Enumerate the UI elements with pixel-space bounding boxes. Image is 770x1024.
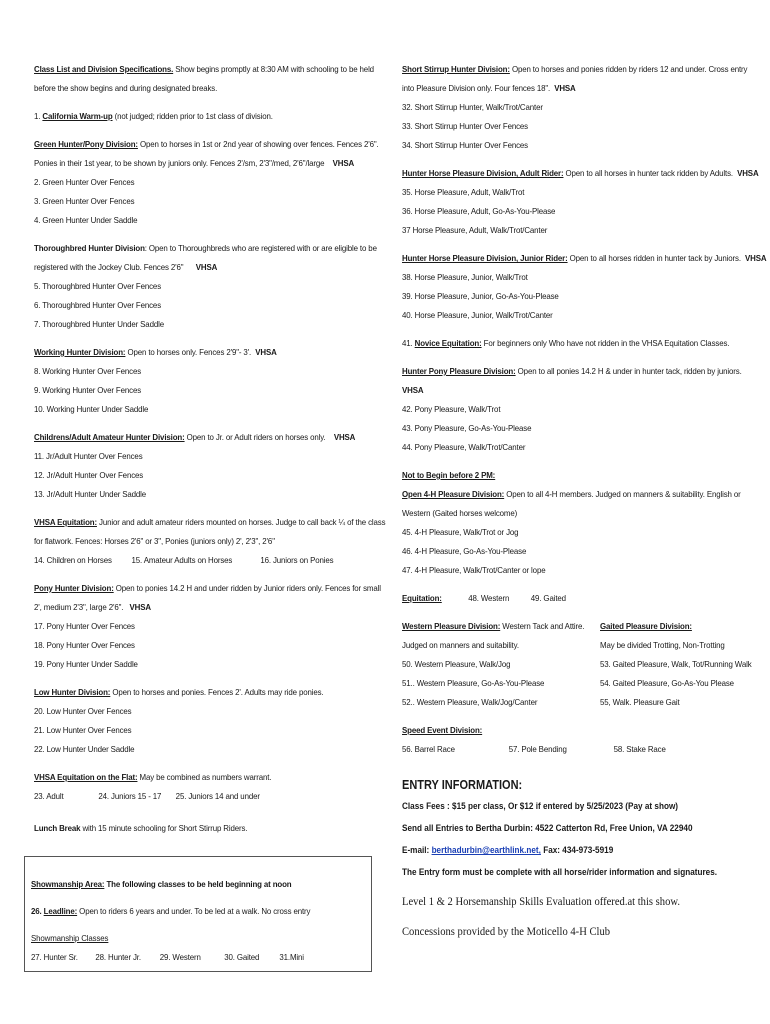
vhsa-badge: VHSA [195,262,218,272]
class-49: 49. Gaited [530,593,566,603]
green-line-1 [34,135,379,154]
flat-title: VHSA Equitation on the Flat: [34,772,138,782]
class-item: 46. 4-H Pleasure, Go-As-You-Please [402,546,527,556]
pony-text-2: 2', medium 2'3", large 2'6". [34,602,124,612]
class-16: 16. Juniors on Ponies [260,555,334,565]
green-text-2: Ponies in their 1st year, to be shown by juniors only. Fences 2'/sm, 2'3"/med, 2'6"/large [34,158,325,168]
class-item: 21. Low Hunter Over Fences [34,725,132,735]
wp-lines [402,636,600,712]
class-item: 47. 4-H Pleasure, Walk/Trot/Canter or lope [402,565,546,575]
showmanship-class: 27. Hunter Sr. [31,952,78,962]
california-line: 1. California Warm-up (not judged; ridden prior to 1st class of division. [34,111,273,121]
pony-text-1: Open to ponies 14.2 H and under ridden by Junior riders only. Fences for small [115,583,381,593]
working-title: Working Hunter Division: [34,347,126,357]
entry-form-note: The Entry form must be complete with all horse/rider information and signatures. [402,867,718,877]
class-item: 32. Short Stirrup Hunter, Walk/Trot/Canter [402,102,543,112]
showmanship-classes [31,948,338,967]
ss-text-2: into Pleasure Division only. Four fences 18". [402,83,551,93]
flat-line [34,768,347,787]
green-line-2 [34,154,355,173]
class-item: 10. Working Hunter Under Saddle [34,404,149,414]
pony-classes [34,617,374,674]
email-label: E-mail: [402,845,430,855]
showmanship-class: 30. Gaited [224,952,260,962]
class-item: 33. Short Stirrup Hunter Over Fences [402,121,528,131]
entry-contact [402,839,706,861]
hpa-title: Hunter Horse Pleasure Division, Adult Rider: [402,168,564,178]
pony-line-1 [34,579,381,598]
low-classes [34,702,374,759]
novice-num: 41. [402,338,413,348]
leadline-num: 26. [31,906,42,916]
tb-title: Thoroughbred Hunter Division [34,243,145,253]
class-item: 22. Low Hunter Under Saddle [34,744,135,754]
tb-line-2 [34,258,347,277]
child-title: Childrens/Adult Amateur Hunter Division: [34,432,185,442]
class-item: 38. Horse Pleasure, Junior, Walk/Trot [402,272,528,282]
o4h-classes [402,523,747,580]
class-item: 3. Green Hunter Over Fences [34,196,135,206]
hpj-text: Open to all horses ridden in hunter tack by Juniors. [569,253,741,263]
hpa-classes [402,183,747,240]
class-48: 48. Western [468,593,510,603]
green-text-1: Open to horses in 1st or 2nd year of showing over fences. Fences 2'6". [139,139,379,149]
ss-classes [402,98,747,155]
class-item: 43. Pony Pleasure, Go-As-You-Please [402,423,532,433]
vhsa-badge: VHSA [332,158,355,168]
vhsa-badge: VHSA [745,253,767,263]
hpa-text: Open to all horses in hunter tack ridden by Adults. [565,168,733,178]
o4h-line-1 [402,485,741,504]
class-item: May be divided Trotting, Non-Trotting [600,640,725,650]
class-item: 42. Pony Pleasure, Walk/Trot [402,404,501,414]
gaited-pleasure [600,617,765,712]
o4h-title: Open 4-H Pleasure Division: [402,489,505,499]
class-item: 20. Low Hunter Over Fences [34,706,132,716]
intro-text-1: Show begins promptly at 8:30 AM with schooling to be held [175,64,374,74]
class-item: 44. Pony Pleasure, Walk/Trot/Canter [402,442,526,452]
entry-fees: Class Fees : $15 per class, Or $12 if entered by 5/25/2023 (Pay at show) [402,801,679,811]
speed-title: Speed Event Division: [402,725,483,735]
vhsa-eq-line-2: for flatwork. Fences: Horses 2'6" or 3", Ponies (juniors only) 2', 2'3", 2'6" [34,536,275,546]
classes-title: Showmanship Classes [31,933,109,943]
class-item: 52.. Western Pleasure, Walk/Jog/Canter [402,697,538,707]
tb-text-1: : Open to Thoroughbreds who are registered with or are eligible to be [144,243,377,253]
leadline-title: Leadline: [43,906,78,916]
working-line [34,343,347,362]
class-item: 12. Jr/Adult Hunter Over Fences [34,470,144,480]
class-25: 25. Juniors 14 and under [175,791,260,801]
ss-text-1: Open to horses and ponies ridden by riders 12 and under. Cross entry [511,64,748,74]
class-14: 14. Children on Horses [34,555,112,565]
vhsa-badge: VHSA [255,347,277,357]
class-item: 7. Thoroughbred Hunter Under Saddle [34,319,164,329]
vhsa-badge: VHSA [737,168,759,178]
green-classes [34,173,374,230]
class-item: 13. Jr/Adult Hunter Under Saddle [34,489,147,499]
equitation-line [402,589,719,608]
pony-line-2 [34,598,347,617]
gp-title: Gaited Pleasure Division: [600,621,693,631]
class-item: 39. Horse Pleasure, Junior, Go-As-You-Please [402,291,559,301]
class-item: 18. Pony Hunter Over Fences [34,640,135,650]
tb-classes [34,277,374,334]
class-item: 36. Horse Pleasure, Adult, Go-As-You-Please [402,206,556,216]
vhsa-eq-line-1 [34,513,386,532]
working-text: Open to horses only. Fences 2'9"- 3'. [127,347,252,357]
novice-text: For beginners only Who have not ridden in the VHSA Equitation Classes. [483,338,730,348]
pony-title: Pony Hunter Division: [34,583,114,593]
novice-title: Novice Equitation: [414,338,482,348]
left-column [34,60,386,838]
california-text: (not judged; ridden prior to 1st class of division. [114,111,273,121]
class-item: 40. Horse Pleasure, Junior, Walk/Trot/Canter [402,310,553,320]
child-text: Open to Jr. or Adult riders on horses only. [186,432,326,442]
showmanship-class: 31.Mini [279,952,304,962]
class-58: 58. Stake Race [613,744,666,754]
vhsa-badge: VHSA [402,385,424,395]
class-item: 11. Jr/Adult Hunter Over Fences [34,451,143,461]
class-item: 2. Green Hunter Over Fences [34,177,135,187]
tb-text-2: registered with the Jockey Club. Fences 2'6" [34,262,184,272]
fax-number: Fax: 434-973-5919 [543,845,614,855]
lunch-text: with 15 minute schooling for Short Stirrup Riders. [82,823,248,833]
lunch-title: Lunch Break [34,823,81,833]
entry-send: Send all Entries to Bertha Durbin: 4522 Catterton Rd, Free Union, VA 22940 [402,823,693,833]
low-text: Open to horses and ponies. Fences 2'. Adults may ride ponies. [112,687,324,697]
class-item: 6. Thoroughbred Hunter Over Fences [34,300,162,310]
working-classes [34,362,374,419]
equitation-title: Equitation: [402,593,442,603]
class-item: 51.. Western Pleasure, Go-As-You-Please [402,678,545,688]
level-note: Level 1 & 2 Horsemanship Skills Evaluation offered.at this show. [402,896,680,908]
hpj-line [402,249,767,268]
hpj-title: Hunter Horse Pleasure Division, Junior Rider: [402,253,568,263]
leadline-line [31,902,338,921]
speed-heading [402,721,719,740]
class-item: 4. Green Hunter Under Saddle [34,215,138,225]
western-pleasure [402,617,600,712]
hpp-line [402,362,742,381]
o4h-line-2: Western (Gaited horses welcome) [402,508,518,518]
class-23: 23. Adult [34,791,64,801]
class-item: 53. Gaited Pleasure, Walk, Tot/Running Walk [600,659,752,669]
showmanship-box [24,856,372,972]
showmanship-text: The following classes to be held beginning at noon [106,879,292,889]
ss-line-2 [402,79,719,98]
lunch-line [34,819,347,838]
class-item: 17. Pony Hunter Over Fences [34,621,135,631]
intro-line-1 [34,60,374,79]
western-gaited-block [402,617,752,712]
class-item: 5. Thoroughbred Hunter Over Fences [34,281,162,291]
vhsa-eq-classes [34,551,347,570]
green-title: Green Hunter/Pony Division: [34,139,138,149]
class-item: Judged on manners and suitability. [402,640,519,650]
class-item: 54. Gaited Pleasure, Go-As-You Please [600,678,735,688]
low-title: Low Hunter Division: [34,687,111,697]
email-link[interactable]: berthadurbin@earthlink.net, [431,845,541,855]
child-line [34,428,356,447]
speed-classes [402,740,719,759]
showmanship-title: Showmanship Area: [31,879,105,889]
wp-title: Western Pleasure Division: [402,621,501,631]
california-title: California Warm-up [42,111,113,121]
showmanship-class: 29. Western [159,952,201,962]
flat-classes [34,787,347,806]
class-24: 24. Juniors 15 - 17 [98,791,162,801]
class-item: 19. Pony Hunter Under Saddle [34,659,138,669]
hpp-classes [402,400,747,457]
tb-line-1 [34,239,377,258]
intro-line-2: before the show begins and during designated breaks. [34,83,218,93]
concessions-note: Concessions provided by the Moticello 4-H Club [402,926,611,938]
showmanship-classes-title [31,929,338,948]
intro-title: Class List and Division Specifications. [34,64,174,74]
ss-title: Short Stirrup Hunter Division: [402,64,510,74]
vhsa-badge: VHSA [554,83,576,93]
ss-line-1 [402,60,748,79]
novice-line [402,334,730,353]
class-item: 34. Short Stirrup Hunter Over Fences [402,140,528,150]
class-15: 15. Amateur Adults on Horses [131,555,233,565]
vhsa-eq-text-1: Junior and adult amateur riders mounted on horses. Judge to call back ¼ of the class [99,517,386,527]
gp-heading [600,617,752,636]
hpp-text: Open to all ponies 14.2 H & under in hunter tack, ridden by juniors. [517,366,742,376]
leadline-text: Open to riders 6 years and under. To be led at a walk. No cross entry [79,906,311,916]
hpp-title: Hunter Pony Pleasure Division: [402,366,516,376]
class-item: 50. Western Pleasure, Walk/Jog [402,659,511,669]
right-column [402,60,767,947]
vhsa-badge: VHSA [333,432,356,442]
class-item: 35. Horse Pleasure, Adult, Walk/Trot [402,187,525,197]
gp-lines [600,636,765,712]
o4h-text-1: Open to all 4-H members. Judged on manners & suitability. English or [506,489,741,499]
class-item: 55, Walk. Pleasure Gait [600,697,680,707]
class-item: 9. Working Hunter Over Fences [34,385,142,395]
class-item: 37 Horse Pleasure, Adult, Walk/Trot/Canter [402,225,548,235]
not-before-line [402,466,719,485]
low-line [34,683,347,702]
hpa-line [402,164,759,183]
hpj-classes [402,268,747,325]
class-item: 8. Working Hunter Over Fences [34,366,142,376]
flat-text: May be combined as numbers warrant. [139,772,272,782]
entry-heading: ENTRY INFORMATION: [402,778,523,792]
wp-text: Western Tack and Attire. [502,621,585,631]
class-56: 56. Barrel Race [402,744,455,754]
class-item: 45. 4-H Pleasure, Walk/Trot or Jog [402,527,519,537]
child-classes [34,447,374,504]
not-before: Not to Begin before 2 PM: [402,470,496,480]
class-57: 57. Pole Bending [508,744,567,754]
showmanship-class: 28. Hunter Jr. [95,952,141,962]
vhsa-eq-title: VHSA Equitation: [34,517,97,527]
wp-heading [402,617,584,636]
showmanship-heading [31,875,338,894]
vhsa-badge: VHSA [129,602,151,612]
